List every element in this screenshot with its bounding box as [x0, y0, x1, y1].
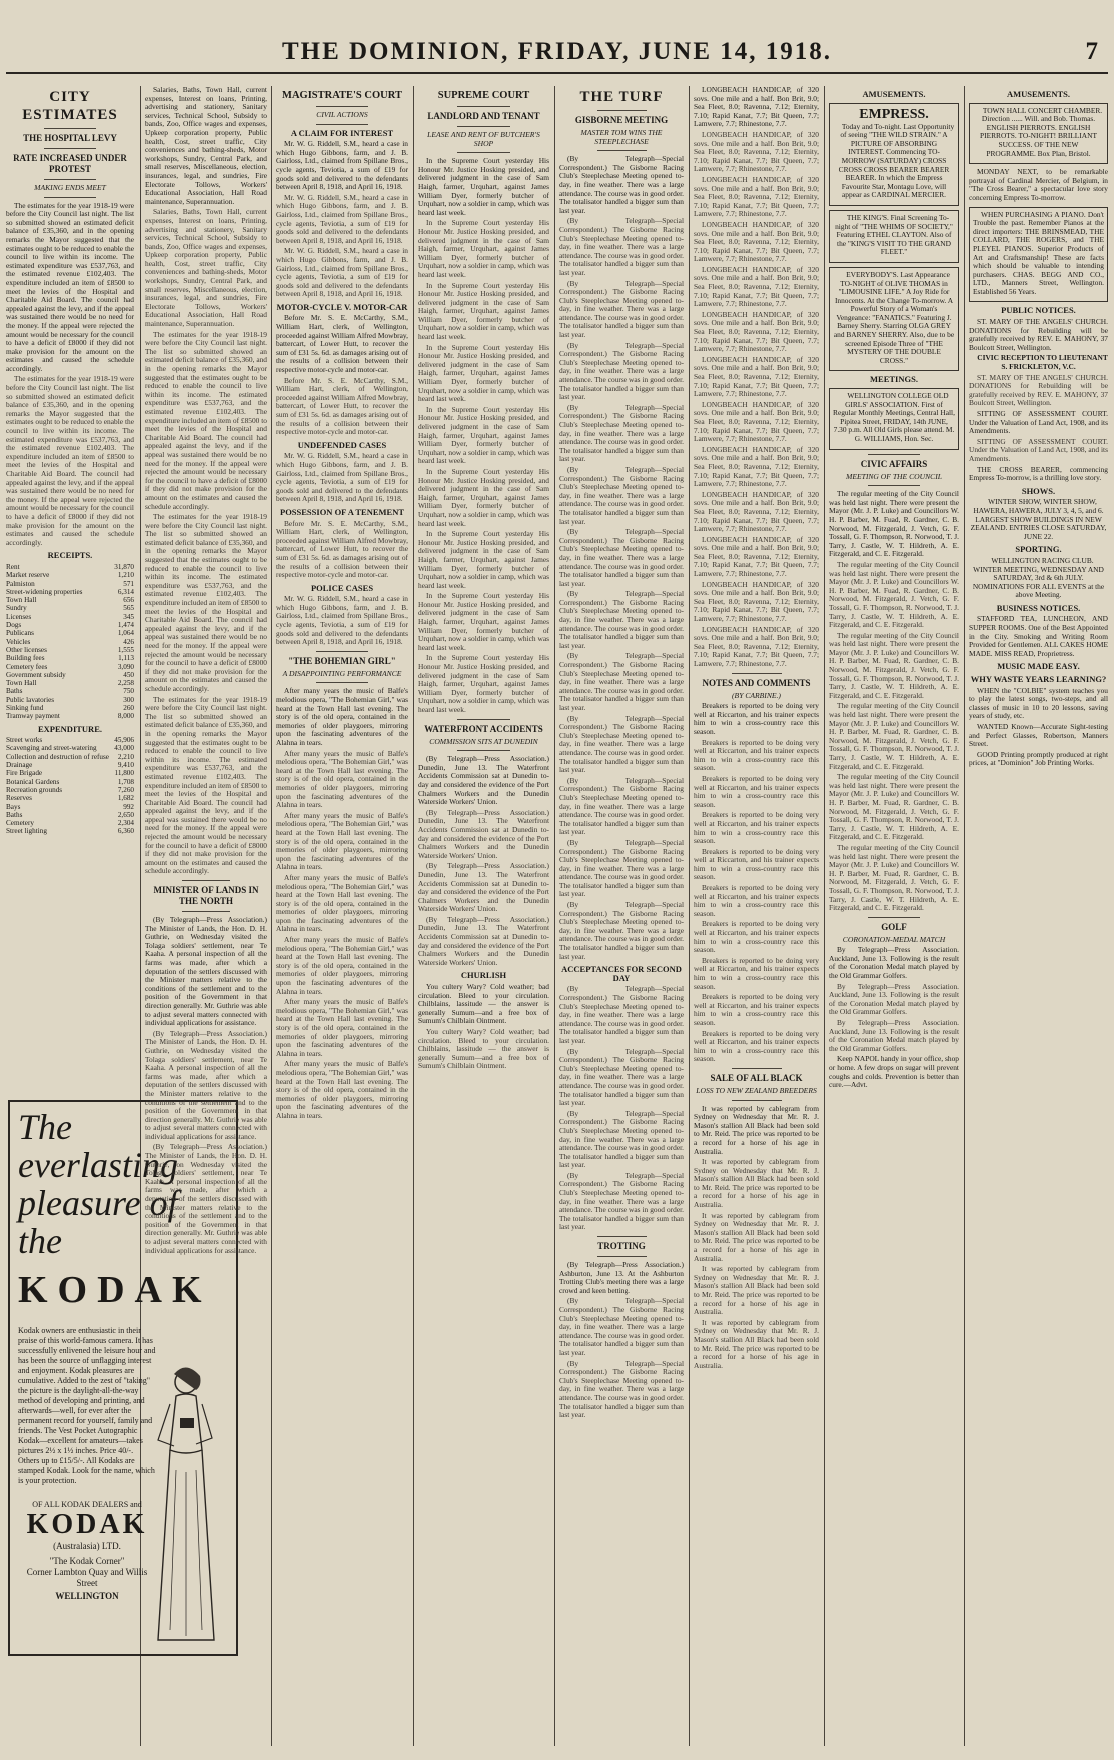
- article-body: After many years the music of Balfe's melodious opera, "The Bohemian Girl," was heard at the Town Hall last evening. The story is of the old opera, contained in the memories of older playgoers, mirroring upon the fascinating adventures of the Alahna in tears.: [276, 935, 408, 996]
- ledger-item: Town Hall: [6, 679, 37, 688]
- sporting-heading: SPORTING.: [1015, 544, 1062, 555]
- ledger-amount: 6,314: [117, 587, 134, 596]
- article-body: (By Telegraph—Special Correspondent.) The Gisborne Racing Club's Steeplechase Meeting opened to-day, in fine weather. There was a large attendance. The course was in good order. The totalisator handled a bigger sum than last year.: [559, 1046, 684, 1108]
- amusements-heading: AMUSEMENTS.: [1006, 89, 1071, 99]
- winter-show-notice: WINTER SHOW, WINTER SHOW, HAWERA, HAWERA, JULY 3, 4, 5, and 6. LARGEST SHOW BUILDINGS IN NEW ZEALAND. ENTRIES CLOSE SATURDAY, JUNE 22.: [970, 497, 1107, 541]
- article-body: The regular meeting of the City Council was held last night. There were present the Mayor (Mr. J. P. Luke) and Councillors W. H. P. Barber, M. Fuad, R. Gardner, C. B. Norwood, M. Fitzgerald, J. Vetch, G. F. Tossall, G. F. Thompson, R. Norwood, T. J. Tarry, J. Castle, W. T. Hildreth, A. E. Fitzgerald, and C. E. Fitzgerald.: [829, 630, 959, 700]
- ledger-amount: 300: [123, 695, 134, 704]
- ledger-item: Baths: [6, 687, 23, 696]
- article-body: In the Supreme Court yesterday His Honour Mr. Justice Hosking presided, and delivered judgment in the case of Sam Haigh, farmer, Urquhart, against James William Dyer, formerly butcher of Urquhart, now a soldier in camp, which was heard last week.: [418, 342, 549, 404]
- article-body: After many years the music of Balfe's melodious opera, "The Bohemian Girl," was heard at the Town Hall last evening. The story is of the old opera, contained in the memories of older playgoers, mirroring upon the fascinating adventures of the Alahna in tears.: [276, 997, 408, 1058]
- ledger-amount: 1,474: [117, 621, 134, 630]
- article-body: In the Supreme Court yesterday His Honour Mr. Justice Hosking presided, and delivered judgment in the case of Sam Haigh, farmer, Urquhart, against James William Dyer, formerly butcher of Urquhart, now a soldier in camp, which was heard last week.: [418, 653, 549, 714]
- headline-churlish: CHURLISH: [460, 970, 507, 981]
- headline-sale-of-all-black: SALE OF ALL BLACK: [710, 1072, 803, 1083]
- kodak-dealers: OF ALL KODAK DEALERS and: [32, 1500, 142, 1509]
- ledger-row: [6, 646, 134, 654]
- racing-club-notice: WELLINGTON RACING CLUB. WINTER MEETING, WEDNESDAY AND SATURDAY, 3rd & 6th JULY. NOMINATIONS FOR ALL EVENTS at the above Meeting.: [972, 555, 1105, 600]
- article-body: (By Telegraph—Press Association.) The Minister of Lands, the Hon. D. H. Guthrie, on Wednesday visited the Tolaga soldiers' settlement, near Te Kaaha. A personal inspection of all the farms was made, after which a deputation of the settlers discussed with the Minister matters relative to the conditions of the settlement and to the position of the Government in that direction generally. Mr. Guthrie was able to adjust several matters connected with individual applications for assistance.: [145, 1028, 267, 1141]
- headline-trotting: TROTTING: [597, 1241, 646, 1252]
- article-body: The estimates for the year 1918-19 were before the City Council last night. The list so submitted showed an estimated deficit balance of £35,360, and in the opening remarks the Mayor suggested that the estimates ought to be reduced to enable the council to live within its income. The estimated expenditure was £537,763, and the estimated revenue £102,403. The expenditure included an item of £8500 to meet the levies of the Hospital and Charitable Aid Board. The council had appealed against the levy, and if the appeal was sustained there would be no need for the money. If the appeal were rejected the amount would be necessary for the council to have a deficit of £8000 if they did not make provision for the amount on the estimates and caused the schedule accordingly.: [6, 374, 134, 547]
- deck-rate-increased: RATE INCREASED UNDER PROTEST: [13, 153, 127, 174]
- ledger-amount: 992: [123, 802, 134, 811]
- article-body: Mr. W. G. Riddell, S.M., heard a case in which Hugo Gibbons, farm, and J. B. Gairloss, Ltd., claimed from Spillane Bros., cycle agents, Teviotia, a sum of £19 for goods sold and delivered to the defendants between April 8, 1918, and April 16, 1918.: [276, 139, 408, 192]
- ledger-item: Botanical Gardens: [6, 777, 60, 786]
- race-entries: LONGBEACH HANDICAP, of 320 sovs. One mile and a half. Bon Brit, 9.0; Sea Fleet, 8.0; Ravenna, 7.12; Eternity, 7.10; Rapid Kanat, 7.7; Bit Queen, 7.7; Lamwere, 7.7; Rhinestone, 7.7.: [694, 444, 819, 489]
- ledger-row: [6, 704, 134, 712]
- deck-master-tom: MASTER TOM WINS THE STEEPLECHASE: [580, 128, 663, 146]
- article-body: (By Telegraph—Press Association.) Dunedin, June 13. The Waterfront Accidents Commission sat at Dunedin to-day and considered the evidence of the Port Chalmers Workers and the Dunedin Waterside Workers' Union.: [418, 807, 549, 860]
- race-entries: LONGBEACH HANDICAP, of 320 sovs. One mile and a half. Bon Brit, 9.0; Sea Fleet, 8.0; Ravenna, 7.12; Eternity, 7.10; Rapid Kanat, 7.7; Bit Queen, 7.7; Lamwere, 7.7; Rhinestone, 7.7.: [694, 399, 819, 444]
- shows-heading: SHOWS.: [1021, 485, 1056, 496]
- article-body: The regular meeting of the City Council was held last night. There were present the Mayor (Mr. J. P. Luke) and Councillors W. H. P. Barber, M. Fuad, R. Gardner, C. B. Norwood, M. Fitzgerald, J. Vetch, G. F. Tossall, G. F. Thompson, R. Norwood, T. J. Tarry, J. Castle, W. T. Hildreth, A. E. Fitzgerald, and C. E. Fitzgerald.: [829, 489, 959, 559]
- ledger-row: [6, 753, 134, 761]
- article-body: The estimates for the year 1918-19 were before the City Council last night. The list so submitted showed an estimated deficit balance of £35,360, and in the opening remarks the Mayor suggested that the estimates ought to be reduced to enable the council to live within its income. The estimated expenditure was £537,763, and the estimated revenue £102,403. The expenditure included an item of £8500 to meet the levies of the Hospital and Charitable Aid Board. The council had appealed against the levy, and if the appeal was sustained there would be no need for the money. If the appeal were rejected the amount would be necessary for the council to have a deficit of £8000 if they did not make provision for the amount on the estimates and caused the schedule accordingly.: [145, 512, 267, 693]
- ledger-row: [6, 803, 134, 811]
- ledger-row: [6, 778, 134, 786]
- column-supreme-court: [418, 86, 549, 1746]
- ledger-row: [6, 671, 134, 679]
- page-number: 7: [1085, 38, 1098, 65]
- ledger-item: Other licenses: [6, 645, 47, 654]
- business-notices-heading: BUSINESS NOTICES.: [996, 602, 1081, 613]
- column-rule: [689, 86, 690, 1746]
- receipts-table: [6, 563, 134, 721]
- ledger-row: [6, 604, 134, 612]
- article-body: In the Supreme Court yesterday His Honour Mr. Justice Hosking presided, and delivered judgment in the case of Sam Haigh, farmer, Urquhart, against James William Dyer, formerly butcher of Urquhart, now a soldier in camp, which was heard last week.: [418, 466, 549, 528]
- cross-bearer-notice: THE CROSS BEARER, commencing Empress To-morrow, is a thrilling love story.: [969, 464, 1108, 483]
- masthead-title: THE DOMINION, FRIDAY, JUNE 14, 1918.: [281, 38, 833, 65]
- article-body: After many years the music of Balfe's melodious opera, "The Bohemian Girl," was heard at the Town Hall last evening. The story is of the old opera, contained in the memories of older playgoers, mirroring upon the fascinating adventures of the Alahna in tears.: [276, 748, 408, 810]
- church-notice: ST. MARY OF THE ANGELS' CHURCH. DONATIONS for Rebuilding will be gratefully received by REV. E. MAHONY, 37 Boulcott Street, Wellington.: [969, 317, 1108, 352]
- ledger-row: [6, 629, 134, 637]
- article-body: After many years the music of Balfe's melodious opera, "The Bohemian Girl," was heard at the Town Hall last evening. The story is of the old opera, contained in the memories of older playgoers, mirroring upon the fascinating adventures of the Alahna in tears.: [276, 686, 408, 747]
- kodak-body: Kodak owners are enthusiastic in their praise of this world-famous camera. It has successfully enlivened the leisure hour and has been the source of unflagging interest and enjoyment. Kodak pleasures are cumulative. Added to the zest of "taking" the picture is the daylight-all-the-way method of developing and printing, and afterwards—well, for ever after the permanent record for yourself, family and friends. The Vest Pocket Autographic Kodak—excellent for amateurs—takes pictures 2½ x 1½ inches. Price 40/-. Others up to £15/5/-. All Kodaks are stamped Kodak. Look for the name, which is your protection.: [18, 1326, 156, 1485]
- kings-advertisement: [829, 210, 959, 263]
- ledger-amount: 426: [123, 637, 134, 646]
- article-body: Breakers is reported to be doing very well at Riccarton, and his trainer expects him to win a cross-country race this season.: [694, 883, 819, 918]
- printing-notice: GOOD Printing promptly produced at right prices, at "Dominion" Job Printing Works.: [969, 749, 1108, 768]
- article-body: In the Supreme Court yesterday His Honour Mr. Justice Hosking presided, and delivered judgment in the case of Sam Haigh, farmer, Urquhart, against James William Dyer, formerly butcher of Urquhart, now a soldier in camp, which was heard last week.: [418, 218, 549, 279]
- article-body: (By Telegraph—Special Correspondent.) The Gisborne Racing Club's Steeplechase Meeting opened to-day, in fine weather. There was a large attendance. The course was in good order. The totalisator handled a bigger sum than last year.: [559, 464, 684, 526]
- old-girls-meeting-notice: [829, 388, 959, 450]
- ledger-amount: 1,708: [117, 777, 134, 786]
- empress-title: EMPRESS.: [859, 106, 929, 122]
- ledger-row: [6, 696, 134, 704]
- article-body: (By Telegraph—Special Correspondent.) The Gisborne Racing Club's Steeplechase Meeting opened to-day, in fine weather. There was a large attendance. The course was in good order. The totalisator handled a bigger sum than last year.: [559, 775, 684, 837]
- ledger-row: [6, 827, 134, 835]
- article-body: It was reported by cablegram from Sydney on Wednesday that Mr. R. J. Mason's stallion All Black had been sold to Mr. Reid. The price was reported to be a record for a horse of his age in Australia.: [694, 1210, 819, 1263]
- napol-advert: Keep NAPOL handy in your office, shop or home. A few drops on sugar will prevent coughs and colds. Prevention is better than cure.—Advt.: [829, 1054, 959, 1090]
- kodak-company: KODAK: [26, 1509, 148, 1540]
- ledger-row: [6, 621, 134, 629]
- amusements-heading: AMUSEMENTS.: [862, 89, 926, 99]
- article-body: It was reported by cablegram from Sydney on Wednesday that Mr. R. J. Mason's stallion All Black had been sold to Mr. Reid. The price was reported to be a record for a horse of his age in Australia.: [694, 1317, 819, 1370]
- meeting-body: WELLINGTON COLLEGE OLD GIRLS' ASSOCIATION. First of Regular Monthly Meetings, Central Hall, Pipitea Street, FRIDAY, 14th JUNE, 7.30 p.m. All Old Girls please attend. M. G. WILLIAMS, Hon. Sec.: [833, 391, 955, 443]
- article-body: Mr. W. G. Riddell, S.M., heard a case in which Hugo Gibbons, farm, and J. B. Gairloss, Ltd., claimed from Spillane Bros., cycle agents, Teviotia, a sum of £19 for goods sold and delivered to the defendants between April 8, 1918, and April 16, 1918.: [276, 246, 408, 299]
- ledger-amount: 43,000: [114, 744, 134, 753]
- article-body: The regular meeting of the City Council was held last night. There were present the Mayor (Mr. J. P. Luke) and Councillors W. H. P. Barber, M. Fuad, R. Gardner, C. B. Norwood, M. Fitzgerald, J. Vetch, G. F. Tossall, G. F. Thompson, R. Norwood, T. J. Tarry, J. Castle, W. T. Hildreth, A. E. Fitzgerald, and C. E. Fitzgerald.: [829, 701, 959, 771]
- article-body: Breakers is reported to be doing very well at Riccarton, and his trainer expects him to win a cross-country race this season.: [694, 955, 819, 991]
- ledger-row: [6, 744, 134, 752]
- everybodys-advertisement: [829, 267, 959, 372]
- expenditure-table: [6, 736, 134, 836]
- race-entries: LONGBEACH HANDICAP, of 320 sovs. One mile and a half. Bon Brit, 9.0; Sea Fleet, 8.0; Ravenna, 7.12; Eternity, 7.10; Rapid Kanat, 7.7; Bit Queen, 7.7; Lamwere, 7.7; Rhinestone, 7.7.: [694, 354, 819, 399]
- article-body: Before Mr. S. E. McCarthy, S.M., William Hart, clerk, of Wellington, proceeded against William Alfred Mowbray, battercart, of Lower Hutt, to recover the sum of £31 5s. 6d. as damages arising out of the results of a collision between their respective motor-cycle and motor-car.: [276, 518, 408, 580]
- ledger-row: [6, 794, 134, 802]
- headline-notes-and-comments: NOTES AND COMMENTS: [702, 677, 811, 688]
- ledger-amount: 260: [123, 703, 134, 712]
- ledger-amount: 450: [123, 670, 134, 679]
- case-heading: POSSESSION OF A TENEMENT: [280, 506, 404, 517]
- article-body: (By Telegraph—Special Correspondent.) The Gisborne Racing Club's Steeplechase Meeting opened to-day, in fine weather. There was a large attendance. The course was in good order. The totalisator handled a bigger sum than last year.: [559, 340, 684, 402]
- ledger-amount: 750: [123, 687, 134, 696]
- race-entries: LONGBEACH HANDICAP, of 320 sovs. One mile and a half. Bon Brit, 9.0; Sea Fleet, 8.0; Ravenna, 7.12; Eternity, 7.10; Rapid Kanat, 7.7; Bit Queen, 7.7; Lamwere, 7.7; Rhinestone, 7.7.: [694, 174, 819, 219]
- article-body: Breakers is reported to be doing very well at Riccarton, and his trainer expects him to win a cross-country race this season.: [694, 846, 819, 882]
- ledger-item: Street works: [6, 736, 43, 745]
- deck-landlord-tenant: LANDLORD AND TENANT: [427, 111, 540, 121]
- column-rule: [824, 86, 825, 1746]
- article-body: Mr. W. G. Riddell, S.M., heard a case in which Hugo Gibbons, farm, and J. B. Gairloss, Ltd., claimed from Spillane Bros., cycle agents, Teviotia, a sum of £19 for goods sold and delivered to the defendants between April 8, 1918, and April 16, 1918.: [276, 192, 408, 245]
- article-body: By Telegraph—Press Association. Auckland, June 13. Following is the result of the Coronation Medal match played by the Old Grammar Golfers.: [829, 981, 959, 1017]
- article-body: After many years the music of Balfe's melodious opera, "The Bohemian Girl," was heard at the Town Hall last evening. The story is of the old opera, contained in the memories of older playgoers, mirroring upon the fascinating adventures of the Alahna in tears.: [276, 810, 408, 872]
- article-body: (By Telegraph—Special Correspondent.) The Gisborne Racing Club's Steeplechase Meeting opened to-day, in fine weather. There was a large attendance. The course was in good order. The totalisator handled a bigger sum than last year.: [559, 837, 684, 899]
- ledger-amount: 345: [123, 612, 134, 621]
- column-the-turf: [559, 86, 684, 1746]
- article-body: In the Supreme Court yesterday His Honour Mr. Justice Hosking presided, and delivered judgment in the case of Sam Haigh, farmer, Urquhart, against James William Dyer, formerly butcher of Urquhart, now a soldier in camp, which was heard last week.: [418, 591, 549, 652]
- ledger-row: [6, 654, 134, 662]
- meetings-heading: MEETINGS.: [870, 374, 918, 385]
- column-turf-continued: [694, 86, 819, 1746]
- article-body: Before Mr. S. E. McCarthy, S.M., William Hart, clerk, of Wellington, proceeded against William Alfred Mowbray, battercart, of Lower Hutt, to recover the sum of £31 5s. 6d. as damages arising out of the results of a collision between their respective motor-cycle and motor-car.: [276, 313, 408, 375]
- ledger-amount: 1,113: [118, 654, 134, 663]
- article-body: (By Telegraph—Special Correspondent.) The Gisborne Racing Club's Steeplechase Meeting opened to-day, in fine weather. There was a large attendance. The course was in good order. The totalisator handled a bigger sum than last year.: [559, 1170, 684, 1232]
- ledger-item: Building fees: [6, 654, 45, 663]
- piano-advertisement: [969, 207, 1108, 303]
- ledger-row: [6, 712, 134, 720]
- case-heading: A CLAIM FOR INTEREST: [290, 127, 394, 138]
- ledger-item: Rent: [6, 562, 20, 571]
- article-body: (By Telegraph—Special Correspondent.) The Gisborne Racing Club's Steeplechase Meeting opened to-day, in fine weather. There was a large attendance. The course was in good order. The totalisator handled a bigger sum than last year.: [559, 1296, 684, 1357]
- church-notice: ST. MARY OF THE ANGELS' CHURCH. DONATIONS for Rebuilding will be gratefully received by REV. E. MAHONY, 37 Boulcott Street, Wellington.: [969, 372, 1108, 408]
- ledger-amount: 7,260: [117, 785, 134, 794]
- headline-city-estimates: CITY ESTIMATES: [22, 89, 118, 123]
- ledger-amount: 1,555: [117, 645, 134, 654]
- receipts-heading: RECEIPTS.: [47, 550, 93, 561]
- wanted-notice: WANTED Known—Accurate Sight-testing and Perfect Glasses, Robertson, Manners Street.: [969, 722, 1108, 749]
- ledger-row: [6, 580, 134, 588]
- headline-minister-of-lands: MINISTER OF LANDS IN THE NORTH: [153, 885, 259, 907]
- article-body: (By Telegraph—Press Association.) Dunedin, June 13. The Waterfront Accidents Commission sat at Dunedin to-day and considered the evidence of the Port Chalmers Workers and the Dunedin Waterside Workers' Union.: [418, 754, 549, 807]
- town-hall-body: TOWN HALL CONCERT CHAMBER. Direction ...... Will. and Bob. Thomas. ENGLISH PIERROTS. ENGLISH PIERROTS. TO-NIGHT! BRILLIANT SUCCESS. OF THE NEW PROGRAMME. Box Plan, Bristol.: [980, 105, 1103, 158]
- article-body: (By Telegraph—Press Association.) The Minister of Lands, the Hon. D. H. Guthrie, on Wednesday visited the Tolaga soldiers' settlement, near Te Kaaha. A personal inspection of all the farms was made, after which a deputation of the settlers discussed with the Minister matters relative to the conditions of the settlement and to the position of the Government in that direction generally. Mr. Guthrie was able to adjust several matters connected with individual applications for assistance.: [145, 915, 267, 1028]
- article-body: (By Telegraph—Press Association.) The Minister of Lands, the Hon. D. H. Guthrie, on Wednesday visited the Tolaga soldiers' settlement, near Te Kaaha. A personal inspection of all the farms was made, after which a deputation of the settlers discussed with the Minister matters relative to the conditions of the settlement and to the position of the Government in that direction generally. Mr. Guthrie was able to adjust several matters connected with individual applications for assistance.: [145, 1142, 267, 1255]
- music-heading: MUSIC MADE EASY.: [997, 661, 1080, 672]
- article-body: (By Telegraph—Press Association.) Ashburton, June 13. At the Ashburton Trotting Club's meeting there was a large crowd and keen betting.: [559, 1260, 684, 1295]
- headline-acceptances: ACCEPTANCES FOR SECOND DAY: [561, 964, 682, 983]
- column-rule: [271, 86, 272, 1746]
- article-body: The estimates for the year 1918-19 were before the City Council last night. The list so submitted showed an estimated deficit balance of £35,360, and in the opening remarks the Mayor suggested that the estimates ought to be reduced to enable the council to live within its income. The estimated expenditure was £537,763, and the estimated revenue £102,403. The expenditure included an item of £8500 to meet the levies of the Hospital and Charitable Aid Board. The council had appealed against the levy, and if the appeal was sustained there would be no need for the money. If the appeal were rejected the amount would be necessary for the council to have a deficit of £8000 if they did not make provision for the amount on the estimates and caused the schedule accordingly.: [145, 329, 267, 511]
- column-rule: [413, 86, 414, 1746]
- ledger-amount: 9,410: [117, 761, 134, 770]
- ledger-amount: 31,870: [114, 562, 134, 571]
- article-body: The regular meeting of the City Council was held last night. There were present the Mayor (Mr. J. P. Luke) and Councillors W. H. P. Barber, M. Fuad, R. Gardner, C. B. Norwood, M. Fitzgerald, J. Vetch, G. F. Tossall, G. F. Thompson, R. Norwood, T. J. Tarry, J. Castle, W. T. Hildreth, A. E. Fitzgerald, and C. E. Fitzgerald.: [829, 559, 959, 630]
- article-body: In the Supreme Court yesterday His Honour Mr. Justice Hosking presided, and delivered judgment in the case of Sam Haigh, farmer, Urquhart, against James William Dyer, formerly butcher of Urquhart, now a soldier in camp, which was heard last week.: [418, 156, 549, 217]
- ledger-item: Public lavatories: [6, 695, 55, 704]
- ledger-amount: 8,000: [117, 712, 134, 721]
- ledger-item: Publicans: [6, 629, 34, 638]
- ledger-item: Cemetery fees: [6, 662, 48, 671]
- article-body: Breakers is reported to be doing very well at Riccarton, and his trainer expects him to win a cross-country race this season.: [694, 810, 819, 846]
- article-body: Mr. W. G. Riddell, S.M., heard a case in which Hugo Gibbons, farm, and J. B. Gairloss, Ltd., claimed from Spillane Bros., cycle agents, Teviotia, a sum of £19 for goods sold and delivered to the defendants between April 8, 1918, and April 16, 1918.: [276, 451, 408, 504]
- ledger-amount: 1,064: [117, 629, 134, 638]
- kodak-shop: "The Kodak Corner": [49, 1556, 125, 1566]
- deck-hospital-levy: THE HOSPITAL LEVY: [23, 133, 117, 143]
- article-body: Breakers is reported to be doing very well at Riccarton, and his trainer expects him to win a cross-country race this season.: [694, 992, 819, 1027]
- ledger-amount: 3,090: [117, 662, 134, 671]
- headline-golf: GOLF: [881, 921, 907, 932]
- ledger-item: Collection and destruction of refuse: [6, 752, 109, 761]
- article-body: (By Telegraph—Special Correspondent.) The Gisborne Racing Club's Steeplechase Meeting opened to-day, in fine weather. There was a large attendance. The course was in good order. The totalisator handled a bigger sum than last year.: [559, 278, 684, 340]
- ledger-row: [6, 736, 134, 744]
- headline-bohemian-girl: "THE BOHEMIAN GIRL": [288, 655, 396, 666]
- ledger-row: [6, 687, 134, 695]
- headline-waterfront-accidents: WATERFRONT ACCIDENTS: [424, 723, 543, 734]
- ledger-row: [6, 761, 134, 769]
- ledger-item: Tramway payment: [6, 712, 60, 721]
- kings-body: THE KING'S. Final Screening To-night of "THE WHIMS OF SOCIETY," Featuring ETHEL CLAYTON. Also of the "KING'S VISIT TO THE GRAND FLEET.": [835, 212, 953, 257]
- article-body: The estimates for the year 1918-19 were before the City Council last night. The list so submitted showed an estimated deficit balance of £35,360, and in the opening remarks the Mayor suggested that the estimates ought to be reduced to enable the council to live within its income. The estimated expenditure was £537,763, and the estimated revenue £102,403. The expenditure included an item of £8500 to meet the levies of the Hospital and Charitable Aid Board. The council had appealed against the levy, and if the appeal was sustained there would be no need for the money. If the appeal were rejected the amount would be necessary for the council to have a deficit of £8000 if they did not make provision for the amount on the estimates and caused the schedule accordingly.: [145, 694, 267, 876]
- deck-lease-rent: LEASE AND RENT OF BUTCHER'S SHOP: [427, 130, 540, 148]
- kodak-headline: The everlasting pleasure of the: [18, 1107, 178, 1261]
- ledger-amount: 2,304: [117, 819, 134, 828]
- article-body: (By Telegraph—Special Correspondent.) The Gisborne Racing Club's Steeplechase Meeting opened to-day, in fine weather. There was a large attendance. The course was in good order. The totalisator handled a bigger sum than last year.: [559, 589, 684, 650]
- ledger-item: Town Hall: [6, 596, 37, 605]
- ledger-amount: 6,360: [117, 827, 134, 836]
- ledger-item: Market reserve: [6, 571, 50, 580]
- article-body: In the Supreme Court yesterday His Honour Mr. Justice Hosking presided, and delivered judgment in the case of Sam Haigh, farmer, Urquhart, against James William Dyer, formerly butcher of Urquhart, now a soldier in camp, which was heard last week.: [418, 404, 549, 466]
- empress-advertisement: [829, 103, 959, 206]
- deck-making-ends-meet: MAKING ENDS MEET: [34, 183, 106, 192]
- ledger-row: [6, 769, 134, 777]
- article-body: The regular meeting of the City Council was held last night. There were present the Mayor (Mr. J. P. Luke) and Councillors W. H. P. Barber, M. Fuad, R. Gardner, C. B. Norwood, M. Fitzgerald, J. Vetch, G. F. Tossall, G. F. Thompson, R. Norwood, T. J. Tarry, J. Castle, W. T. Hildreth, A. E. Fitzgerald, and C. E. Fitzgerald.: [829, 842, 959, 913]
- headline-magistrates-court: MAGISTRATE'S COURT: [282, 90, 402, 101]
- article-body: Breakers is reported to be doing very well at Riccarton, and his trainer expects him to win a cross-country race this season.: [694, 737, 819, 773]
- article-body: By Telegraph—Press Association. Auckland, June 13. Following is the result of the Coronation Medal match played by the Old Grammar Golfers.: [829, 1018, 959, 1053]
- ledger-item: Government subsidy: [6, 670, 66, 679]
- article-body: (By Telegraph—Special Correspondent.) The Gisborne Racing Club's Steeplechase Meeting opened to-day, in fine weather. There was a large attendance. The course was in good order. The totalisator handled a bigger sum than last year.: [559, 1358, 684, 1420]
- article-body: The estimates for the year 1918-19 were before the City Council last night. The list so submitted showed an estimated deficit balance of £35,360, and in the opening remarks the Mayor suggested that the estimates ought to be reduced to enable the council to live within its income. The estimated expenditure was £537,763, and the estimated revenue £102,403. The expenditure included an item of £8500 to meet the levies of the Hospital and Charitable Aid Board. The council had appealed against the levy, and if the appeal was sustained there would be no need for the money. If the appeal were rejected the amount would be necessary for the council to have a deficit of £8000 if they did not make provision for the amount on the estimates and caused the schedule accordingly.: [6, 200, 134, 373]
- headline-supreme-court: SUPREME COURT: [437, 90, 530, 101]
- article-body: (By Telegraph—Press Association.) Dunedin, June 13. The Waterfront Accidents Commission sat at Dunedin to-day and considered the evidence of the Port Chalmers Workers and the Dunedin Waterside Workers' Union.: [418, 914, 549, 967]
- ledger-row: [6, 613, 134, 621]
- why-waste-heading: WHY WASTE YEARS LEARNING?: [970, 674, 1107, 685]
- monday-notice: MONDAY NEXT, to be remarkable portrayal of Cardinal Mercier, of Belgium, in "The Cross Bearer," a spectacular love story concerning Empress To-morrow.: [969, 167, 1108, 202]
- ledger-item: Fire Brigade: [6, 769, 43, 778]
- assessment-notice: SITTING OF ASSESSMENT COURT. Under the Valuation of Land Act, 1908, and its Amendments.: [969, 436, 1108, 463]
- race-entries: LONGBEACH HANDICAP, of 320 sovs. One mile and a half. Bon Brit, 9.0; Sea Fleet, 8.0; Ravenna, 7.12; Eternity, 7.10; Rapid Kanat, 7.7; Bit Queen, 7.7; Lamwere, 7.7; Rhinestone, 7.7.: [694, 264, 819, 309]
- ledger-row: [6, 786, 134, 794]
- estimates-list: Salaries, Baths, Town Hall, current expenses, Interest on loans, Printing, advertising and stationery, Sanitary services, Technical School, Subsidy to bands, Zoo, Office wages and expenses, Upkeep corporation property, Public health, Cost, street traffic, City conveniences and bathing-sheds, Motor workshops, Sundry, Central Park, and small reserves, Miscellaneous, election, insurances, legal, and sundries, Fire Electorate Tollows, Workers' Educational Association, Hall Road maintenance, Superannuation.: [145, 86, 267, 206]
- deck-civil-actions: CIVIL ACTIONS: [316, 110, 368, 119]
- race-entries: LONGBEACH HANDICAP, of 320 sovs. One mile and a half. Bon Brit, 9.0; Sea Fleet, 8.0; Ravenna, 7.12; Eternity, 7.10; Rapid Kanat, 7.7; Bit Queen, 7.7; Lamwere, 7.7; Rhinestone, 7.7.: [694, 309, 819, 354]
- article-body: By Telegraph—Press Association. Auckland, June 13. Following is the result of the Coronation Medal match played by the Old Grammar Golfers.: [829, 945, 959, 981]
- race-entries: LONGBEACH HANDICAP, of 320 sovs. One mile and a half. Bon Brit, 9.0; Sea Fleet, 8.0; Ravenna, 7.12; Eternity, 7.10; Rapid Kanat, 7.7; Bit Queen, 7.7; Lamwere, 7.7; Rhinestone, 7.7.: [694, 534, 819, 579]
- article-body: (By Telegraph—Special Correspondent.) The Gisborne Racing Club's Steeplechase Meeting opened to-day, in fine weather. There was a large attendance. The course was in good order. The totalisator handled a bigger sum than last year.: [559, 651, 684, 712]
- column-classifieds: [969, 86, 1108, 1746]
- civic-reception-notice: CIVIC RECEPTION TO LIEUTENANT S. FRICKLETON, V.C.: [977, 353, 1108, 372]
- article-body: In the Supreme Court yesterday His Honour Mr. Justice Hosking presided, and delivered judgment in the case of Sam Haigh, farmer, Urquhart, against James William Dyer, formerly butcher of Urquhart, now a soldier in camp, which was heard last week.: [418, 529, 549, 590]
- public-notices-heading: PUBLIC NOTICES.: [1001, 305, 1076, 316]
- ledger-amount: 1,210: [117, 571, 134, 580]
- ledger-item: Palmiston: [6, 579, 35, 588]
- kodak-company-sub: (Australasia) LTD.: [53, 1541, 121, 1551]
- ledger-item: Bays: [6, 802, 21, 811]
- article-body: Breakers is reported to be doing very well at Riccarton, and his trainer expects him to win a cross-country race this season.: [694, 773, 819, 809]
- ledger-amount: 11,800: [114, 769, 134, 778]
- ledger-amount: 1,682: [117, 794, 134, 803]
- article-body: The regular meeting of the City Council was held last night. There were present the Mayor (Mr. J. P. Luke) and Councillors W. H. P. Barber, M. Fuad, R. Gardner, C. B. Norwood, M. Fitzgerald, J. Vetch, G. F. Tossall, G. F. Thompson, R. Norwood, T. J. Tarry, J. Castle, W. T. Hildreth, A. E. Fitzgerald, and C. E. Fitzgerald.: [829, 772, 959, 842]
- ledger-amount: 2,210: [117, 752, 134, 761]
- ledger-row: [6, 571, 134, 579]
- ledger-item: Baths: [6, 810, 23, 819]
- ledger-item: Licenses: [6, 612, 32, 621]
- article-body: It was reported by cablegram from Sydney on Wednesday that Mr. R. J. Mason's stallion All Black had been sold to Mr. Reid. The price was reported to be a record for a horse of his age in Australia.: [694, 1264, 819, 1317]
- deck-disappointing: A DISAPPOINTING PERFORMANCE: [282, 668, 402, 678]
- ledger-amount: 656: [123, 596, 134, 605]
- expenditure-heading: EXPENDITURE.: [38, 723, 102, 734]
- race-entries: LONGBEACH HANDICAP, of 320 sovs. One mile and a half. Bon Brit, 9.0; Sea Fleet, 8.0; Ravenna, 7.12; Eternity, 7.10; Rapid Kanat, 7.7; Bit Queen, 7.7; Lamwere, 7.7; Rhinestone, 7.7.: [694, 86, 819, 129]
- headline-civic-affairs: CIVIC AFFAIRS: [860, 458, 928, 469]
- ledger-item: Cemetery: [6, 819, 34, 828]
- article-body: In the Supreme Court yesterday His Honour Mr. Justice Hosking presided, and delivered judgment in the case of Sam Haigh, farmer, Urquhart, against James William Dyer, formerly butcher of Urquhart, now a soldier in camp, which was heard last week.: [418, 280, 549, 342]
- article-body: Breakers is reported to be doing very well at Riccarton, and his trainer expects him to win a cross-country race this season.: [694, 1028, 819, 1064]
- column-estimates-continued: [145, 86, 267, 1746]
- ledger-item: Sundry: [6, 604, 27, 613]
- race-entries: LONGBEACH HANDICAP, of 320 sovs. One mile and a half. Bon Brit, 9.0; Sea Fleet, 8.0; Ravenna, 7.12; Eternity, 7.10; Rapid Kanat, 7.7; Bit Queen, 7.7; Lamwere, 7.7; Rhinestone, 7.7.: [694, 624, 819, 668]
- ledger-amount: 2,650: [117, 810, 134, 819]
- article-body: (By Telegraph—Special Correspondent.) The Gisborne Racing Club's Steeplechase Meeting opened to-day, in fine weather. There was a large attendance. The course was in good order. The totalisator handled a bigger sum than last year.: [559, 216, 684, 277]
- ledger-row: [6, 596, 134, 604]
- article-body: Breakers is reported to be doing very well at Riccarton, and his trainer expects him to win a cross-country race this season.: [694, 701, 819, 736]
- article-body: (By Telegraph—Special Correspondent.) The Gisborne Racing Club's Steeplechase Meeting opened to-day, in fine weather. There was a large attendance. The course was in good order. The totalisator handled a bigger sum than last year.: [559, 713, 684, 775]
- article-body: (By Telegraph—Special Correspondent.) The Gisborne Racing Club's Steeplechase Meeting opened to-day, in fine weather. There was a large attendance. The course was in good order. The totalisator handled a bigger sum than last year.: [559, 1108, 684, 1170]
- case-heading: POLICE CASES: [310, 582, 374, 593]
- ledger-item: Vehicles: [6, 637, 31, 646]
- column-rule: [964, 86, 965, 1746]
- deck-coronation-medal: CORONATION-MEDAL MATCH: [842, 934, 946, 944]
- article-body: You cultery Wary? Cold weather; bad circulation. Bleed to your circulation. Chilblains, lassitude — the answer is generally Sumum—and a free box of Sumum's Chilblain Ointment.: [418, 1027, 549, 1071]
- column-magistrates-court: [276, 86, 408, 1746]
- deck-loss-to-breeders: LOSS TO NEW ZEALAND BREEDERS: [696, 1085, 817, 1095]
- ledger-item: Recreation grounds: [6, 785, 63, 794]
- article-body: It was reported by cablegram from Sydney on Wednesday that Mr. R. J. Mason's stallion All Black had been sold to Mr. Reid. The price was reported to be a record for a horse of his age in Australia.: [694, 1157, 819, 1210]
- article-body: (By Telegraph—Press Association.) Dunedin, June 13. The Waterfront Accidents Commission sat at Dunedin to-day and considered the evidence of the Port Chalmers Workers and the Dunedin Waterside Workers' Union.: [418, 861, 549, 914]
- article-body: Breakers is reported to be doing very well at Riccarton, and his trainer expects him to win a cross-country race this season.: [694, 919, 819, 955]
- article-body: It was reported by cablegram from Sydney on Wednesday that Mr. R. J. Mason's stallion All Black had been sold to Mr. Reid. The price was reported to be a record for a horse of his age in Australia.: [694, 1103, 819, 1156]
- masthead: [6, 38, 1108, 74]
- article-body: Before Mr. S. E. McCarthy, S.M., William Hart, clerk, of Wellington, proceeded against William Alfred Mowbray, battercart, of Lower Hutt, to recover the sum of £31 5s. 6d. as damages arising out of the results of a collision between their respective motor-cycle and motor-car.: [276, 375, 408, 437]
- empress-body: Today and To-night. Last Opportunity of seeing "THE WILD STRAIN." A PICTURE OF ABSORBING INTEREST. Commencing TO-MORROW (SATURDAY) CROSS CROSS CROSS BEARER BEARER BEARER. In which the Empress Favourite Star, Montagu Love, will appear as CARDINAL MERCIER.: [838, 121, 955, 200]
- ledger-item: Street-widening properties: [6, 587, 83, 596]
- deck-gisborne-meeting: GISBORNE MEETING: [574, 115, 669, 125]
- article-body: After many years the music of Balfe's melodious opera, "The Bohemian Girl," was heard at the Town Hall last evening. The story is of the old opera, contained in the memories of older playgoers, mirroring upon the fascinating adventures of the Alahna in tears.: [276, 872, 408, 934]
- article-body: (By Telegraph—Special Correspondent.) The Gisborne Racing Club's Steeplechase Meeting opened to-day, in fine weather. There was a large attendance. The course was in good order. The totalisator handled a bigger sum than last year.: [559, 984, 684, 1045]
- article-body: After many years the music of Balfe's melodious opera, "The Bohemian Girl," was heard at the Town Hall last evening. The story is of the old opera, contained in the memories of older playgoers, mirroring upon the fascinating adventures of the Alahna in tears.: [276, 1059, 408, 1120]
- ledger-item: Drainage: [6, 761, 33, 770]
- ledger-row: [6, 663, 134, 671]
- ledger-item: Sinking fund: [6, 703, 44, 712]
- piano-body: WHEN PURCHASING A PIANO. Don't Trouble the past. Remember Pianos at the direct importers: THE BRINSMEAD, THE COLLARD, THE ROGERS, and THE PLEYEL PIANOS. Superior Products of Art and Craftsmanship! These are facts which should be valuable to intending purchasers. CHAS. BEGG AND CO., LTD., Manners Street, Wellington. Established 56 Years.: [973, 209, 1104, 296]
- deck-meeting-of-council: MEETING OF THE COUNCIL: [846, 471, 942, 481]
- column-city-estimates: [6, 86, 134, 1096]
- article-body: Mr. W. G. Riddell, S.M., heard a case in which Hugo Gibbons, farm, and J. B. Gairloss, Ltd., claimed from Spillane Bros., cycle agents, Teviotia, a sum of £19 for goods sold and delivered to the defendants between April 8, 1918, and April 16, 1918.: [276, 594, 408, 647]
- ledger-amount: 571: [123, 579, 134, 588]
- race-entries: LONGBEACH HANDICAP, of 320 sovs. One mile and a half. Bon Brit, 9.0; Sea Fleet, 8.0; Ravenna, 7.12; Eternity, 7.10; Rapid Kanat, 7.7; Bit Queen, 7.7; Lamwere, 7.7; Rhinestone, 7.7.: [694, 219, 819, 264]
- ledger-amount: 565: [123, 604, 134, 613]
- article-body: (By Telegraph—Special Correspondent.) The Gisborne Racing Club's Steeplechase Meeting opened to-day, in fine weather. There was a large attendance. The course was in good order. The totalisator handled a bigger sum than last year.: [559, 900, 684, 961]
- byline-carbine: (BY CARBINE.): [732, 690, 781, 700]
- race-entries: LONGBEACH HANDICAP, of 320 sovs. One mile and a half. Bon Brit, 9.0; Sea Fleet, 8.0; Ravenna, 7.12; Eternity, 7.10; Rapid Kanat, 7.7; Bit Queen, 7.7; Lamwere, 7.7; Rhinestone, 7.7.: [694, 489, 819, 534]
- column-rule: [554, 86, 555, 1746]
- ledger-item: Dogs: [6, 621, 22, 630]
- assessment-notice: SITTING OF ASSESSMENT COURT. Under the Valuation of Land Act, 1908, and its Amendments.: [969, 409, 1108, 436]
- ledger-amount: 2,258: [117, 679, 134, 688]
- race-entries: LONGBEACH HANDICAP, of 320 sovs. One mile and a half. Bon Brit, 9.0; Sea Fleet, 8.0; Ravenna, 7.12; Eternity, 7.10; Rapid Kanat, 7.7; Bit Queen, 7.7; Lamwere, 7.7; Rhinestone, 7.7.: [694, 129, 819, 174]
- article-body: (By Telegraph—Special Correspondent.) The Gisborne Racing Club's Steeplechase Meeting opened to-day, in fine weather. There was a large attendance. The course was in good order. The totalisator handled a bigger sum than last year.: [559, 527, 684, 588]
- ledger-row: [6, 563, 134, 571]
- ledger-item: Street lighting: [6, 827, 47, 836]
- article-body: You cultery Wary? Cold weather; bad circulation. Bleed to your circulation. Chilblains, lassitude — the answer is generally Sumum—and a free box of Sumum's Chilblain Ointment.: [418, 982, 549, 1026]
- town-hall-advertisement: [969, 103, 1108, 165]
- ledger-amount: 45,906: [114, 736, 134, 745]
- case-heading: UNDEFENDED CASES: [297, 439, 387, 450]
- everybodys-body: EVERYBODY'S. Last Appearance TO-NIGHT of OLIVE THOMAS in "LIMOUSINE LIFE." A Joy Ride for Innocents. At the Change To-morrow. A Powerful Story of a Woman's Vengeance: "FANATICS." Featuring J. Barney Sherry. Starring OLGA GREY and BARNEY SHERRY. Also, due to be screened Episode Three of "THE MYSTERY OF THE DOUBLE CROSS.": [833, 269, 955, 365]
- ledger-row: [6, 679, 134, 687]
- race-entries: LONGBEACH HANDICAP, of 320 sovs. One mile and a half. Bon Brit, 9.0; Sea Fleet, 8.0; Ravenna, 7.12; Eternity, 7.10; Rapid Kanat, 7.7; Bit Queen, 7.7; Lamwere, 7.7; Rhinestone, 7.7.: [694, 579, 819, 624]
- column-amusements: [829, 86, 959, 1746]
- ledger-row: [6, 819, 134, 827]
- kodak-city: WELLINGTON: [55, 1591, 119, 1601]
- ledger-row: [6, 638, 134, 646]
- headline-the-turf: THE TURF: [579, 89, 664, 105]
- ledger-row: [6, 811, 134, 819]
- ledger-row: [6, 588, 134, 596]
- stafford-notice: STAFFORD TEA, LUNCHEON, AND SUPPER ROOMS. One of the Best Appointed in the City. Smoking and Writing Room Provided for Gentlemen. ALL CAKES HOME MADE. MISS READ, Proprietress.: [969, 614, 1108, 658]
- ledger-item: Scavenging and street-watering: [6, 744, 97, 753]
- case-heading: MOTOR-CYCLE V. MOTOR-CAR: [276, 301, 408, 312]
- ledger-item: Reserves: [6, 794, 32, 803]
- estimates-list: Salaries, Baths, Town Hall, current expenses, Interest on loans, Printing, advertising and stationery, Sanitary services, Technical School, Subsidy to bands, Zoo, Office wages and expenses, Upkeep corporation property, Public health, Cost, street traffic, City conveniences and bathing-sheds, Motor workshops, Sundry, Central Park, and small reserves, Miscellaneous, election, insurances, legal, and sundries, Fire Electorate Tollows, Workers' Educational Association, Hall Road maintenance, Superannuation.: [145, 207, 267, 329]
- deck-commission: COMMISSION SITS AT DUNEDIN: [429, 736, 538, 746]
- article-body: (By Telegraph—Special Correspondent.) The Gisborne Racing Club's Steeplechase Meeting opened to-day, in fine weather. There was a large attendance. The course was in good order. The totalisator handled a bigger sum than last year.: [559, 402, 684, 464]
- kodak-brand: KODAK: [18, 1269, 212, 1311]
- colbie-notice: WHEN the "COLBIE" system teaches you to play the latest songs, two-steps, and all classes of music in 10 to 20 lessons, saving years of study, etc.: [969, 685, 1108, 721]
- kodak-address: Corner Lambton Quay and Willis Street: [26, 1567, 148, 1588]
- article-body: (By Telegraph—Special Correspondent.) The Gisborne Racing Club's Steeplechase Meeting opened to-day, in fine weather. There was a large attendance. The course was in good order. The totalisator handled a bigger sum than last year.: [559, 154, 684, 215]
